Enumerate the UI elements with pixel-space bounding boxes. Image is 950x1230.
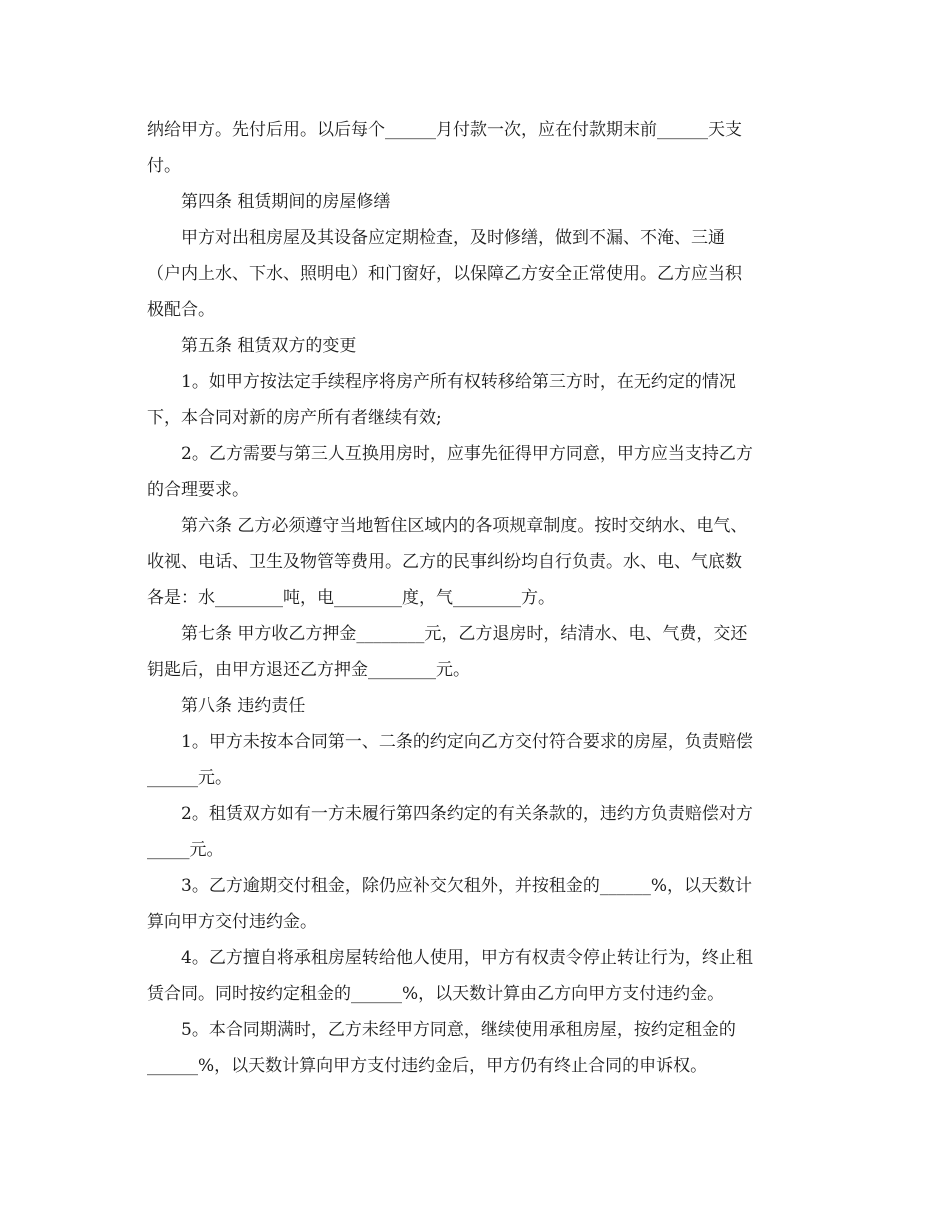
text-line-21: _____元。 [147, 840, 224, 860]
text-line-22: 3。乙方逾期交付租金，除仍应补交欠租外，并按租金的______%，以天数计 [181, 876, 752, 896]
text-line-13: 收视、电话、卫生及物管等费用。乙方的民事纠纷均自行负责。水、电、气底数 [147, 552, 742, 572]
text-line-10: 2。乙方需要与第三人互换用房时，应事先征得甲方同意，甲方应当支持乙方 [181, 444, 753, 464]
text-line-6: 极配合。 [147, 300, 215, 320]
text-line-26: 5。本合同期满时，乙方未经甲方同意，继续使用承租房屋，按约定租金的 [181, 1020, 736, 1040]
text-line-20: 2。租赁双方如有一方未履行第四条约定的有关条款的，违约方负责赔偿对方 [181, 804, 753, 824]
section-4-heading: 第四条 租赁期间的房屋修缮 [181, 192, 391, 212]
text-line-1: 纳给甲方。先付后用。以后每个______月付款一次，应在付款期末前______天支 [147, 120, 742, 140]
text-line-24: 4。乙方擅自将承租房屋转给他人使用，甲方有权责令停止转让行为，终止租 [181, 948, 753, 968]
text-line-2: 付。 [147, 156, 181, 176]
text-line-8: 1。如甲方按法定手续程序将房产所有权转移给第三方时，在无约定的情况 [181, 372, 736, 392]
text-line-14: 各是：水________吨，电________度，气________方。 [147, 588, 555, 608]
text-line-9: 下，本合同对新的房产所有者继续有效; [147, 408, 442, 428]
text-line-19: ______元。 [147, 768, 232, 788]
section-6-text: 第六条 乙方必须遵守当地暂住区域内的各项规章制度。按时交纳水、电气、 [181, 516, 748, 536]
text-line-27: ______%，以天数计算向甲方支付违约金后，甲方仍有终止合同的申诉权。 [147, 1056, 708, 1076]
text-line-4: 甲方对出租房屋及其设备应定期检查，及时修缮，做到不漏、不淹、三通 [181, 228, 725, 248]
text-line-16: 钥匙后，由甲方退还乙方押金________元。 [147, 660, 470, 680]
text-line-25: 赁合同。同时按约定租金的______%，以天数计算由乙方向甲方支付违约金。 [147, 984, 725, 1004]
text-line-18: 1。甲方未按本合同第一、二条的约定向乙方交付符合要求的房屋，负责赔偿 [181, 732, 753, 752]
text-line-23: 算向甲方交付违约金。 [147, 912, 317, 932]
text-line-5: （户内上水、下水、照明电）和门窗好，以保障乙方安全正常使用。乙方应当积 [147, 264, 742, 284]
text-line-11: 的合理要求。 [147, 480, 249, 500]
section-7-text: 第七条 甲方收乙方押金________元，乙方退房时，结清水、电、气费，交还 [181, 624, 748, 644]
section-5-heading: 第五条 租赁双方的变更 [181, 336, 357, 356]
section-8-heading: 第八条 违约责任 [181, 696, 306, 716]
